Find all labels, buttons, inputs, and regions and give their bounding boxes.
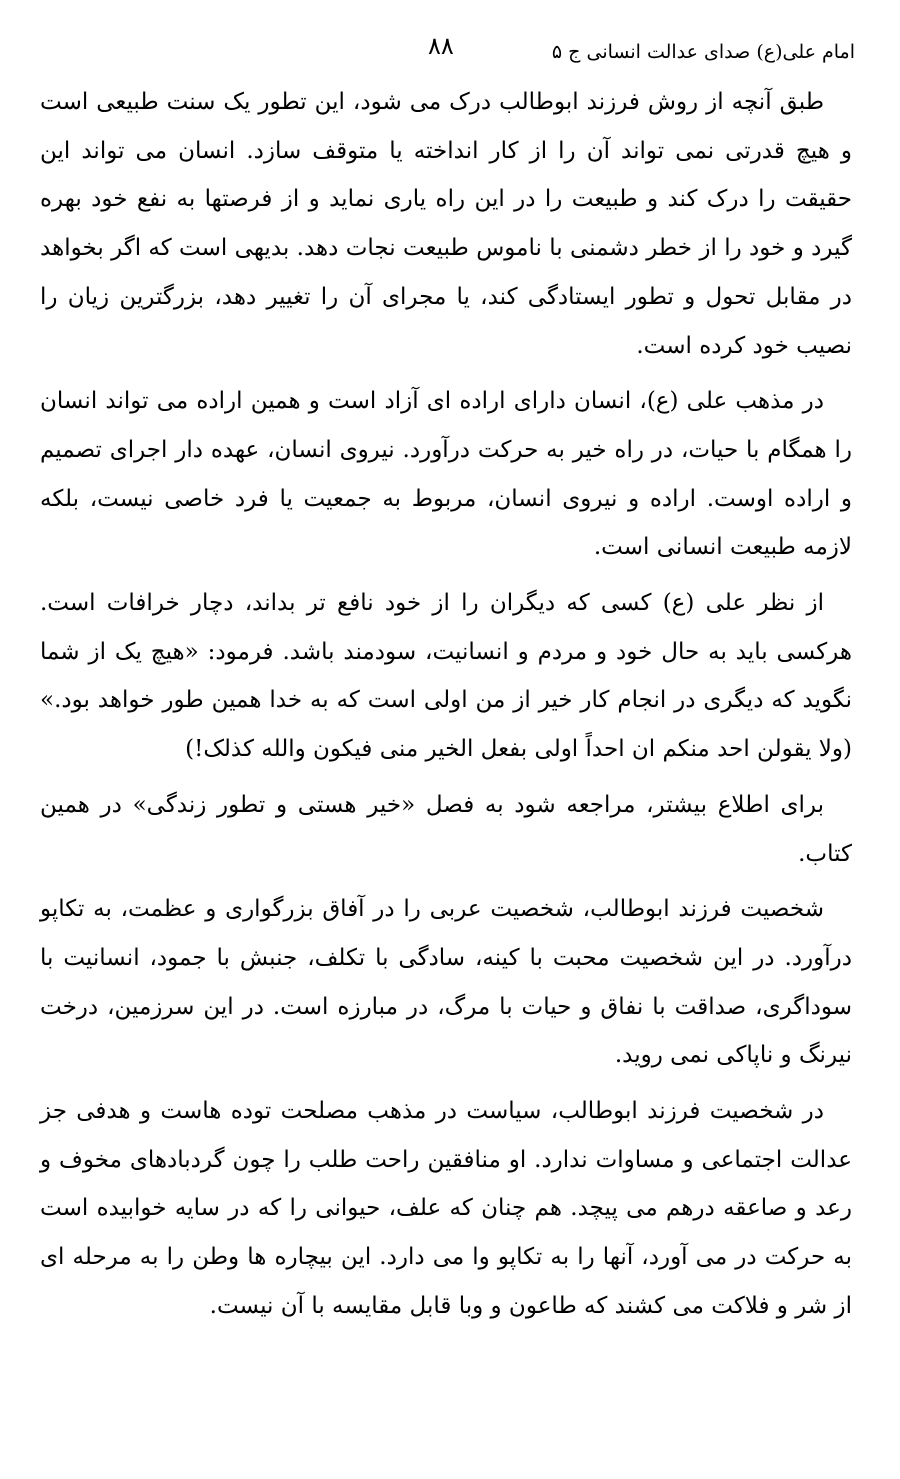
paragraph: طبق آنچه از روش فرزند ابوطالب درک می شود، این تطور یک سنت طبیعی است و هیچ قدرتی نمی تواند آن را از کار انداخته یا متوقف سازد. انسان می تواند این حقیقت را درک کند و طبیعت را در این راه یاری نماید و از فرصتها به نفع خود بهره گیرد و خود را از خطر دشمنی با ناموس طبیعت نجات دهد. بدیهی است که اگر بخواهد در مقابل تحول و تطور ایستادگی کند، یا مجرای آن را تغییر دهد، بزرگترین زیان را نصیب خود کرده است. bbox=[40, 89, 852, 359]
paragraph: در مذهب علی (ع)، انسان دارای اراده ای آزاد است و همین اراده می تواند انسان را همگام با حیات، در راه خیر به حرکت درآورد. نیروی انسان، عهده دار اجرای تصمیم و اراده اوست. اراده و نیروی انسان، مربوط به جمعیت یا فرد خاصی نیست، بلکه لازمه طبیعت انسانی است. bbox=[40, 388, 852, 561]
page-number: ۸۸ bbox=[428, 32, 454, 60]
paragraph: در شخصیت فرزند ابوطالب، سیاست در مذهب مصلحت توده هاست و هدفی جز عدالت اجتماعی و مساوات ندارد. او منافقین راحت طلب را چون گردبادهای مخوف و رعد و صاعقه درهم می پیچد. هم چنان که علف، حیوانی را که در سایه خوابیده است به حرکت در می آورد، آنها را به تکاپو وا می دارد. این بیچاره ها وطن را به مرحله ای از شر و فلاکت می کشند که طاعون و وبا قابل مقایسه با آن نیست. bbox=[40, 1098, 852, 1319]
running-header bbox=[40, 30, 855, 70]
body-text bbox=[40, 78, 852, 1338]
paragraph: از نظر علی (ع) کسی که دیگران را از خود نافع تر بداند، دچار خرافات است. هرکسی باید به حال خود و مردم و انسانیت، سودمند باشد. فرمود: «هیچ یک از شما نگوید که دیگری در انجام کار خیر از من اولی است که به خدا همین طور خواهد بود.» (ولا یقولن احد منکم ان احداً اولی بفعل الخیر منی فیکون والله کذلک!) bbox=[40, 590, 853, 763]
paragraph: برای اطلاع بیشتر، مراجعه شود به فصل «خیر هستی و تطور زندگی» در همین کتاب. bbox=[40, 791, 852, 867]
paragraph: شخصیت فرزند ابوطالب، شخصیت عربی را در آفاق بزرگواری و عظمت، به تکاپو درآورد. در این شخصیت محبت با کینه، سادگی با تکلف، جنبش با جمود، انسانیت با سوداگری، صداقت با نفاق و حیات با مرگ، در مبارزه است. در این سرزمین، درخت نیرنگ و ناپاکی نمی روید. bbox=[40, 896, 852, 1069]
book-title: امام علی(ع) صدای عدالت انسانی ج ۵ bbox=[551, 41, 855, 63]
